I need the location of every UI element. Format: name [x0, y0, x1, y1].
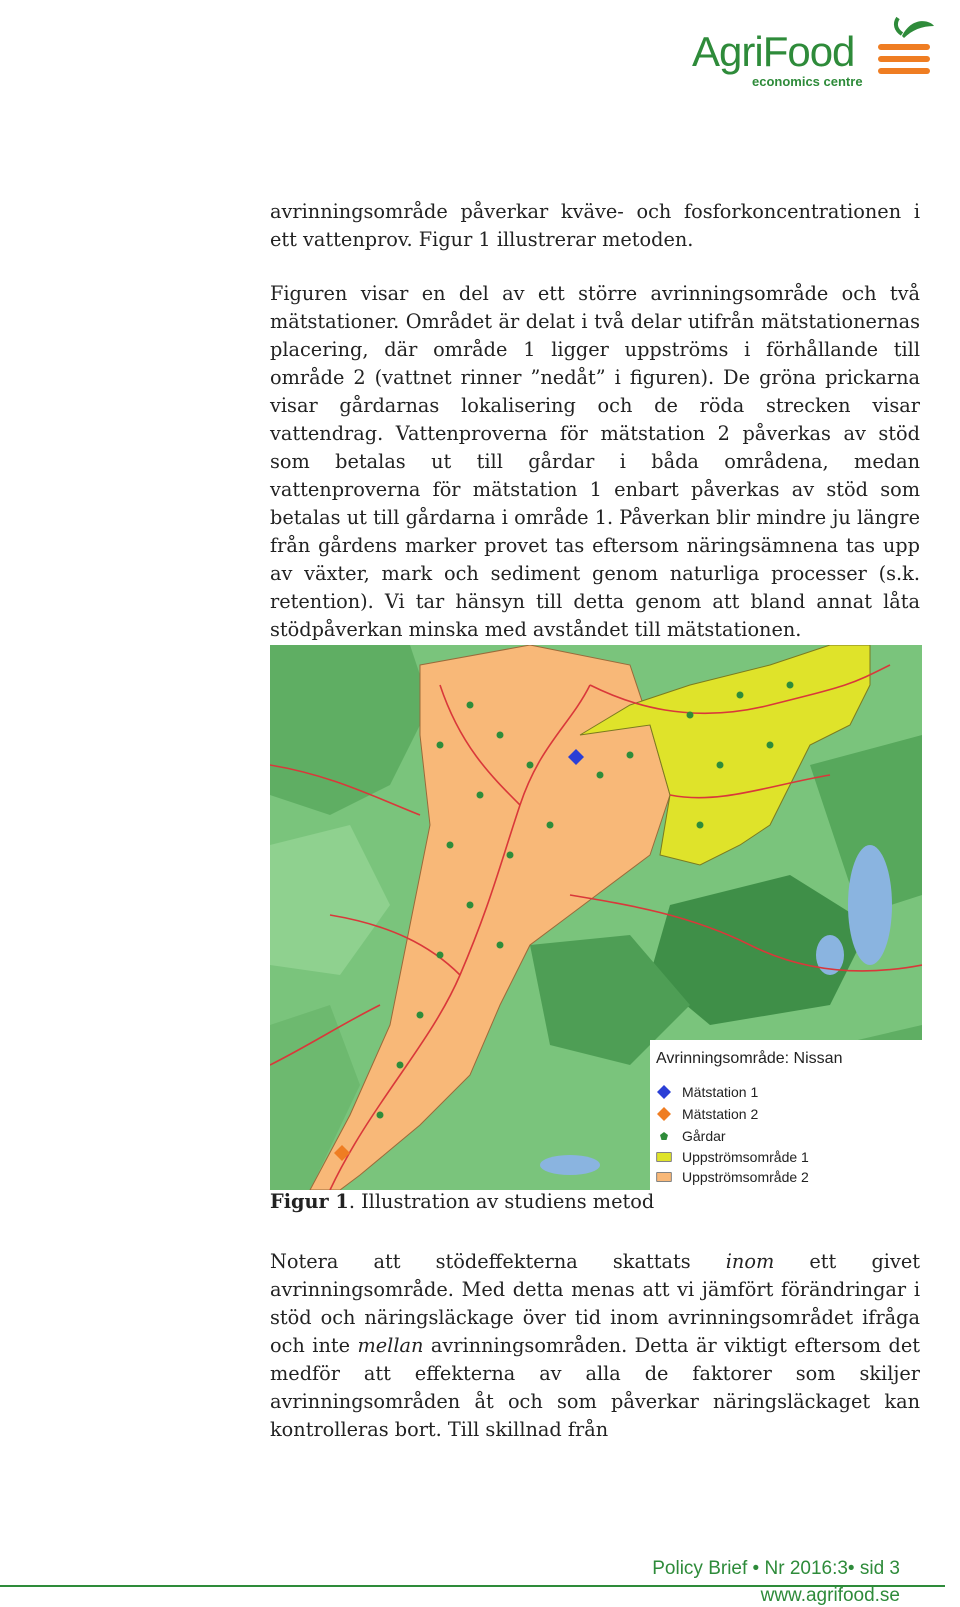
yellow-area-icon: [656, 1149, 672, 1165]
wheat-icon: [872, 14, 942, 84]
legend-item-upstream-2: [656, 1167, 809, 1187]
legend-label: Uppströmsområde 1: [682, 1149, 809, 1165]
figure-caption: [270, 1190, 654, 1213]
legend-item-upstream-1: [656, 1147, 809, 1167]
footer-issue: Policy Brief • Nr 2016:3• sid 3: [652, 1558, 900, 1579]
blue-diamond-icon: [656, 1084, 672, 1100]
note-emphasis-mellan: mellan: [357, 1334, 424, 1357]
note-emphasis-inom: inom: [725, 1250, 775, 1273]
legend-item-station-2: [656, 1104, 758, 1124]
footer-website-link[interactable]: www.agrifood.se: [760, 1585, 900, 1606]
legend-label: Uppströmsområde 2: [682, 1169, 809, 1185]
legend-label: Gårdar: [682, 1128, 726, 1144]
orange-diamond-icon: [656, 1106, 672, 1122]
logo-subtitle: economics centre: [752, 74, 863, 89]
green-pentagon-icon: [656, 1128, 672, 1144]
paragraph-intro-text: avrinningsområde påverkar kväve- och fosforkoncentrationen i ett vattenprov. Figur 1 illustrerar metoden.: [270, 200, 920, 251]
paragraph-method: [270, 280, 920, 644]
map-legend: [650, 1040, 922, 1190]
paragraph-method-text: Figuren visar en del av ett större avrinningsområde och två mätstationer. Området är delat i två delar utifrån mätstationernas placering, där område 1 ligger uppströms i förhållande till område 2 (vattnet rinner ”nedåt” i figuren). De gröna prickarna visar gårdarnas lokalisering och de röda strecken visar vattendrag. Vattenproverna för mätstation 2 påverkas av stöd som betalas ut till gårdar i båda områdena, medan vattenproverna för mätstation 1 enbart påverkas av stöd som betalas ut till gårdarna i område 1. Påverkan blir mindre ju längre från gårdens marker provet tas eftersom näringsämnena tas upp av växter, mark och sediment genom naturliga processer (s.k. retention). Vi tar hänsyn till detta genom att bland annat låta stödpåverkan minska med avståndet till mätstationen.: [270, 282, 920, 641]
legend-label: Mätstation 1: [682, 1084, 759, 1100]
paragraph-note: [270, 1248, 920, 1444]
caption-text: . Illustration av studiens metod: [348, 1190, 655, 1213]
paragraph-intro: [270, 198, 920, 254]
logo-name: AgriFood: [692, 28, 855, 75]
legend-item-station-1: [656, 1082, 758, 1102]
legend-label: Mätstation 2: [682, 1106, 759, 1122]
caption-label: Figur 1: [270, 1190, 349, 1213]
orange-area-icon: [656, 1169, 672, 1185]
paragraph-note-text: [270, 1248, 920, 1444]
note-text-c: avrinningsområden. Detta är viktigt eftersom det medför att effekterna av alla de faktorer som skiljer avrinningsområden åt och som påverkar näringsläckaget kan kontrolleras bort. Till skillnad från: [270, 1334, 921, 1441]
legend-title: Avrinningsområde: Nissan: [656, 1050, 843, 1067]
legend-item-farms: [656, 1126, 726, 1146]
agrifood-logo: [692, 14, 942, 94]
note-text-a: Notera att stödeffekterna skattats: [270, 1250, 726, 1273]
note-text-b: ett givet avrinningsområde. Med detta menas att vi jämfört förändringar i stöd och näringsläckage över tid inom avrinningsområdet ifråga och inte: [270, 1250, 921, 1357]
catchment-map-figure: [270, 645, 922, 1190]
